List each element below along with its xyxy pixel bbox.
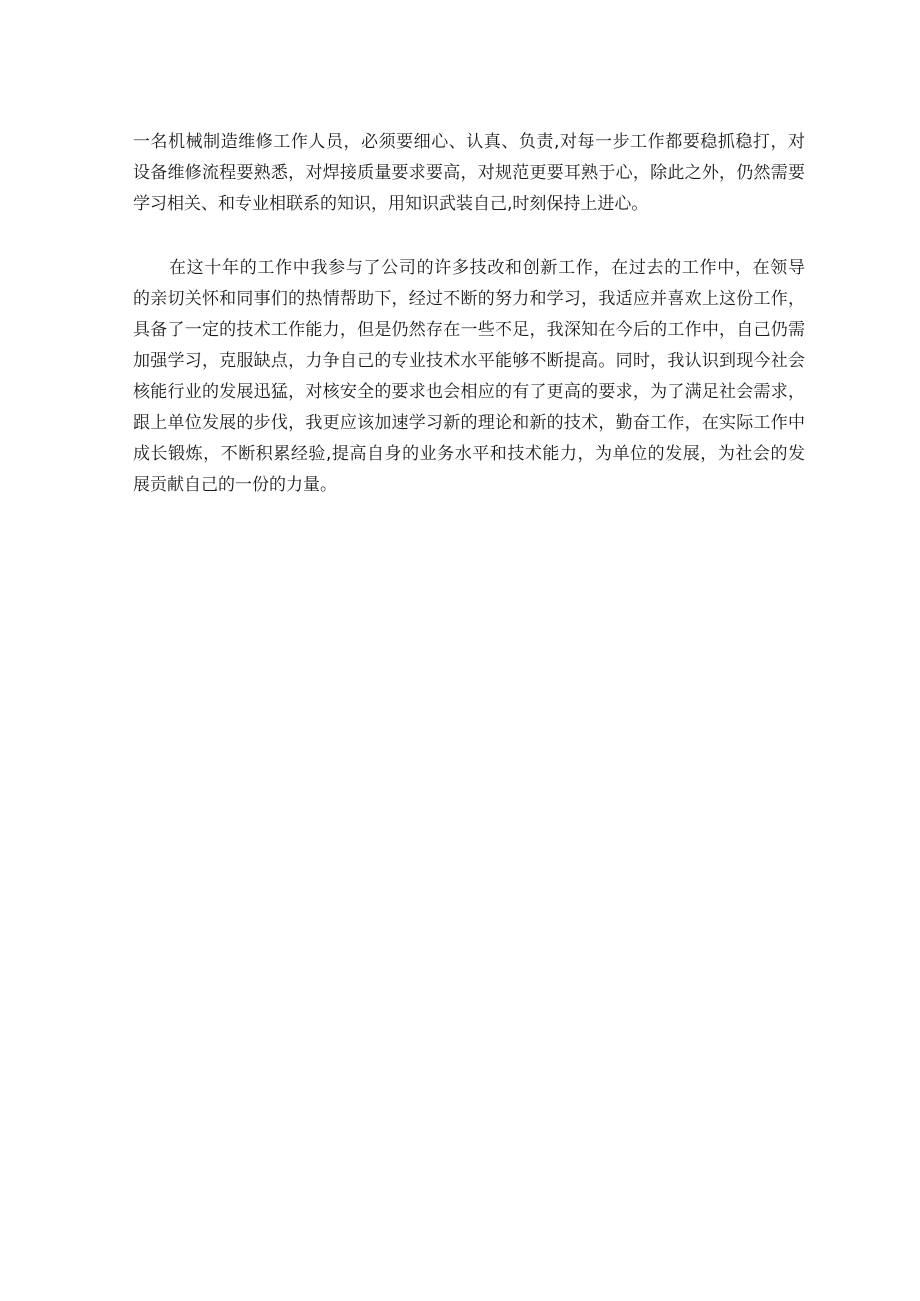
paragraph-2-line-1: 在这十年的工作中我参与了公司的许多技改和创新工作，在过去的工作中，在领导: [169, 258, 805, 278]
paragraph-2-line-2: 的亲切关怀和同事们的热情帮助下，经过不断的努力和学习，我适应并喜欢上这份工作，: [133, 289, 805, 309]
paragraph-1-line-2: 设备维修流程要熟悉，对焊接质量要求要高，对规范更要耳熟于心，除此之外，仍然需要: [133, 163, 805, 183]
paragraph-2-line-6: 跟上单位发展的步伐，我更应该加速学习新的理论和新的技术，勤奋工作，在实际工作中: [133, 413, 805, 433]
paragraph-2-line-7: 成长锻炼，不断积累经验,提高自身的业务水平和技术能力，为单位的发展，为社会的发: [133, 444, 805, 464]
paragraph-1-line-3: 学习相关、和专业相联系的知识，用知识武装自己,时刻保持上进心。: [133, 194, 649, 214]
paragraph-2-line-4: 加强学习，克服缺点，力争自己的专业技术水平能够不断提高。同时，我认识到现今社会: [133, 351, 805, 371]
paragraph-2: [133, 253, 805, 501]
paragraph-2-line-5: 核能行业的发展迅猛，对核安全的要求也会相应的有了更高的要求，为了满足社会需求，: [133, 382, 805, 402]
paragraph-2-line-8: 展贡献自己的一份的力量。: [133, 475, 337, 495]
paragraph-1-line-1: 一名机械制造维修工作人员，必须要细心、认真、负责,对每一步工作都要稳抓稳打，对: [133, 132, 805, 152]
paragraph-1: [133, 127, 805, 220]
paragraph-2-line-3: 具备了一定的技术工作能力，但是仍然存在一些不足，我深知在今后的工作中，自己仍需: [133, 320, 805, 340]
